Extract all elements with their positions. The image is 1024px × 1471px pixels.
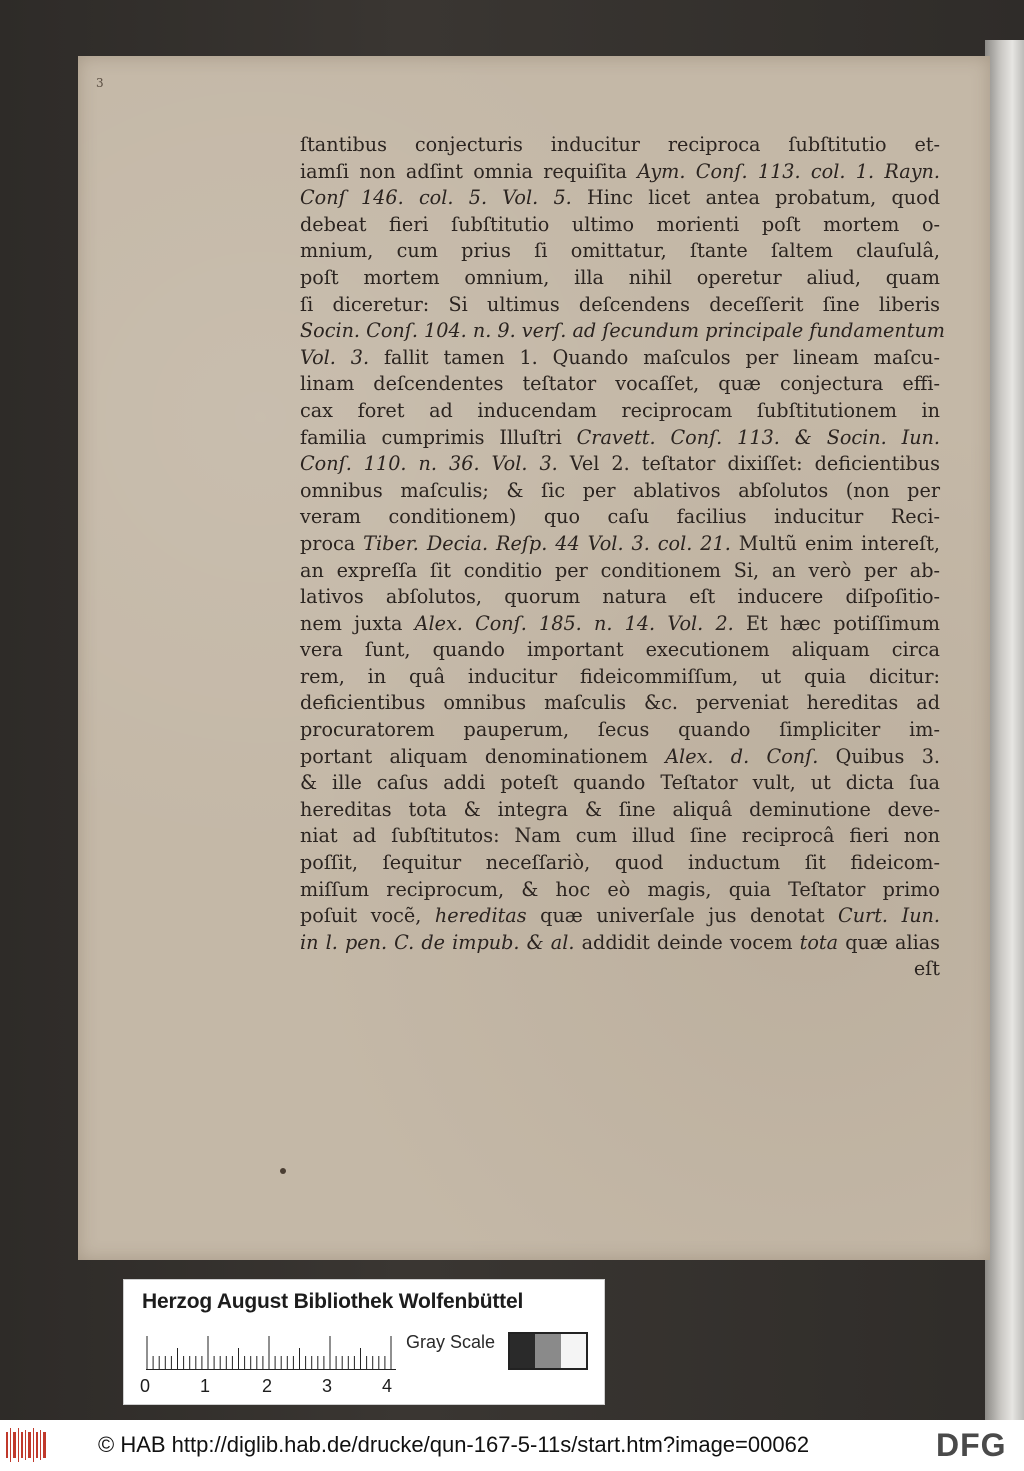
gray-swatch-light bbox=[561, 1334, 586, 1368]
text-line: Conſ. 110. n. 36. Vol. 3. Vel 2. teſtator dixiſſet: deficientibus bbox=[300, 452, 940, 476]
ruler-number: 4 bbox=[382, 1376, 393, 1396]
book-edge bbox=[985, 40, 1024, 1420]
text-line: poſſit, ſequitur neceſſariò, quod inductum ſit fideicom- bbox=[300, 851, 940, 875]
ruler-number: 3 bbox=[322, 1376, 333, 1396]
text-line: hereditas tota & integra & ſine aliquâ deminutione deve- bbox=[300, 797, 940, 821]
text-line: in l. pen. C. de impub. & al. addidit deinde vocem tota quæ alias bbox=[300, 930, 940, 954]
text-line: omnibus maſculis; & ſic per ablativos abſolutos (non per bbox=[300, 478, 940, 502]
text-line: niat ad ſubſtitutos: Nam cum illud ſine reciprocâ fieri non bbox=[300, 824, 940, 848]
text-line: iamſi non adſint omnia requiſita Aym. Conſ. 113. col. 1. Rayn. bbox=[300, 159, 940, 183]
text-line: Vol. 3. fallit tamen 1. Quando maſculos per lineam maſcu- bbox=[300, 345, 940, 369]
text-line: linam deſcendentes teſtator vocaſſet, quæ conjectura effi- bbox=[300, 372, 940, 396]
text-line: ſtantibus conjecturis inducitur reciproca ſubſtitutio et- bbox=[300, 133, 940, 156]
gray-swatch-mid bbox=[535, 1334, 560, 1368]
dfg-logo: DFG bbox=[936, 1427, 1007, 1463]
text-line: ſi diceretur: Si ultimus deſcendens deceſſerit ſine liberis bbox=[300, 292, 940, 316]
ruler-number: 1 bbox=[200, 1376, 211, 1396]
gray-scale-swatches bbox=[508, 1332, 588, 1370]
text-line: rem, in quâ inducitur fideicommiſſum, ut quia dicitur: bbox=[300, 664, 940, 688]
text-line: eſt bbox=[913, 957, 940, 981]
text-line: lativos abſolutos, quorum natura eſt inducere diſpoſitio- bbox=[300, 585, 940, 609]
text-line: procuratorem pauperum, ſecus quando ſimpliciter im- bbox=[300, 718, 940, 742]
gray-scale-label: Gray Scale bbox=[406, 1332, 496, 1352]
text-line: portant aliquam denominationem Alex. d. Conſ. Quibus 3. bbox=[300, 744, 940, 768]
text-line: poſuit vocẽ, hereditas quæ univerſale jus denotat Curt. Iun. bbox=[300, 904, 941, 928]
ruler-number: 2 bbox=[262, 1376, 273, 1396]
gray-swatch-dark bbox=[510, 1334, 535, 1368]
footer-bar bbox=[0, 1420, 1024, 1471]
text-line: debeat fieri ſubſtitutio ultimo morienti poſt mortem o- bbox=[300, 212, 940, 236]
text-line: familia cumprimis Illuſtri Cravett. Conſ. 113. & Socin. Iun. bbox=[300, 425, 941, 449]
text-line: miſſum reciprocum, & hoc eò magis, quia Teſtator primo bbox=[300, 877, 940, 901]
text-line: Conſ 146. col. 5. Vol. 5. Hinc licet antea probatum, quod bbox=[300, 186, 940, 210]
source-citation: © HAB http://diglib.hab.de/drucke/qun-167-5-11s/start.htm?image=00062 bbox=[98, 1432, 810, 1457]
text-line: Socin. Conſ. 104. n. 9. verſ. ad ſecundum principale fundamentum bbox=[300, 319, 946, 343]
measurement-ruler bbox=[146, 1330, 396, 1370]
library-name: Herzog August Bibliothek Wolfenbüttel bbox=[142, 1290, 524, 1313]
reference-card bbox=[124, 1280, 604, 1404]
text-line: veram conditionem) quo caſu facilius inducitur Reci- bbox=[300, 505, 940, 529]
text-line: cax foret ad inducendam reciprocam ſubſtitutionem in bbox=[300, 398, 940, 422]
ink-spot bbox=[280, 1168, 286, 1174]
text-line: vera ſunt, quando important executionem aliquam circa bbox=[300, 638, 940, 662]
text-line: nem juxta Alex. Conſ. 185. n. 14. Vol. 2. Et hæc potiſſimum bbox=[300, 611, 940, 635]
text-line: deficientibus omnibus maſculis &c. perveniat hereditas ad bbox=[300, 691, 940, 715]
page-corner-mark: 3 bbox=[96, 76, 104, 90]
barcode-icon bbox=[6, 1428, 48, 1462]
text-line: proca Tiber. Decia. Reſp. 44 Vol. 3. col. 21. Multũ enim intereſt, bbox=[300, 531, 940, 555]
text-line: poſt mortem omnium, illa nihil operetur aliud, quam bbox=[300, 265, 940, 289]
page-text-block bbox=[300, 132, 946, 983]
ruler-number: 0 bbox=[140, 1376, 151, 1396]
text-line: & ille caſus addi poteſt quando Teſtator vult, ut dicta ſua bbox=[300, 771, 940, 795]
text-line: an expreſſa ſit conditio per conditionem Si, an verò per ab- bbox=[300, 558, 940, 582]
text-line: mnium, cum prius ſi omittatur, ſtante ſaltem clauſulâ, bbox=[300, 239, 940, 263]
